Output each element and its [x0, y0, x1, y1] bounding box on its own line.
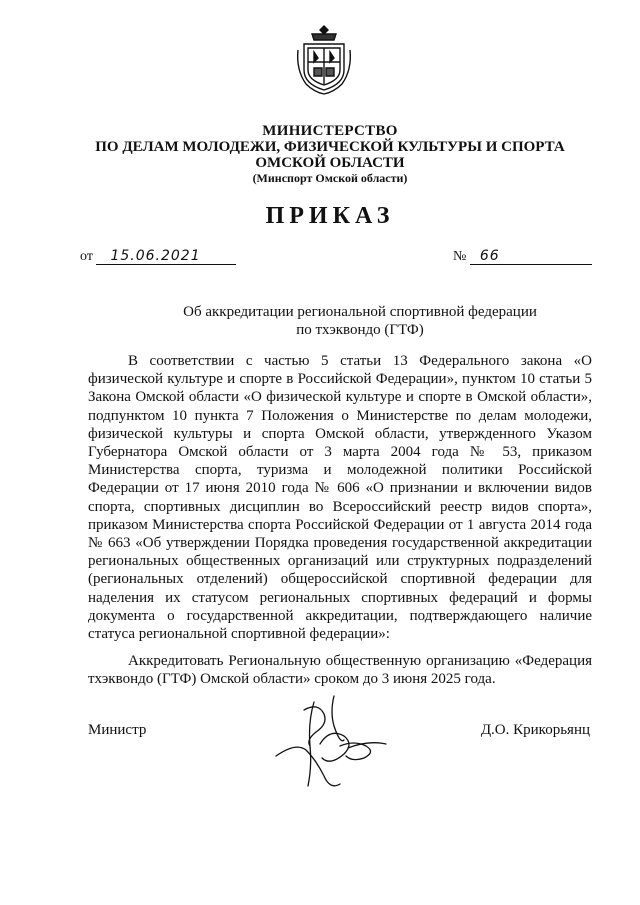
subject-line2: по тхэквондо (ГТФ)	[296, 322, 424, 338]
signatory-position: Министр	[88, 722, 147, 738]
ministry-title-line3: ОМСКОЙ ОБЛАСТИ	[255, 155, 405, 171]
handwritten-signature-icon	[270, 692, 390, 802]
order-subject	[160, 303, 560, 339]
number-value: 66	[470, 248, 592, 265]
number-label: №	[453, 249, 467, 264]
order-paragraph: Аккредитовать Региональную общественную организацию «Федерация тхэквондо (ГТФ) Омской области» сроком до 3 июня 2025 года.	[88, 653, 592, 688]
date-value: 15.06.2021	[96, 248, 236, 265]
subject-line1: Об аккредитации региональной спортивной федерации	[183, 304, 537, 320]
ministry-title-line1: МИНИСТЕРСТВО	[262, 123, 398, 139]
signatory-name: Д.О. Крикорьянц	[480, 722, 590, 738]
date-label: от	[80, 249, 93, 264]
ministry-title-line2: ПО ДЕЛАМ МОЛОДЕЖИ, ФИЗИЧЕСКОЙ КУЛЬТУРЫ И СПОРТА	[95, 139, 565, 155]
document-type-title: ПРИКАЗ	[265, 203, 395, 229]
coat-of-arms-icon	[294, 22, 354, 98]
order-number	[453, 248, 592, 265]
order-date	[80, 248, 236, 265]
ministry-short-name: (Минспорт Омской области)	[252, 171, 408, 185]
preamble-paragraph: В соответствии с частью 5 статьи 13 Федерального закона «О физической культуре и спорте в Российской Федерации», пунктом 10 статьи 5 Закона Омской области «О физической культуре и спорте в Омской области», подпунктом 10 пункта 7 Положения о Министерстве по делам молодежи, физической культуры и спорта Омской области, утвержденного Указом Губернатора Омской области от 3 марта 2004 года № 53, приказом Министерства спорта, туризма и молодежной политики Российской Федерации от 17 июня 2010 года № 606 «О признании и включении видов спорта, спортивных дисциплин во Всероссийский реестр видов спорта», приказом Министерства спорта Российской Федерации от 1 августа 2014 года № 663 «Об утверждении Порядка проведения государственной аккредитации региональных общественных организаций или структурных подразделений (региональных отделений) общероссийской спортивной федерации для наделения их статусом региональных спортивных федераций и формы документа о государственной аккредитации, подтверждающего наличие статуса региональной спортивной федерации»:	[88, 353, 592, 643]
